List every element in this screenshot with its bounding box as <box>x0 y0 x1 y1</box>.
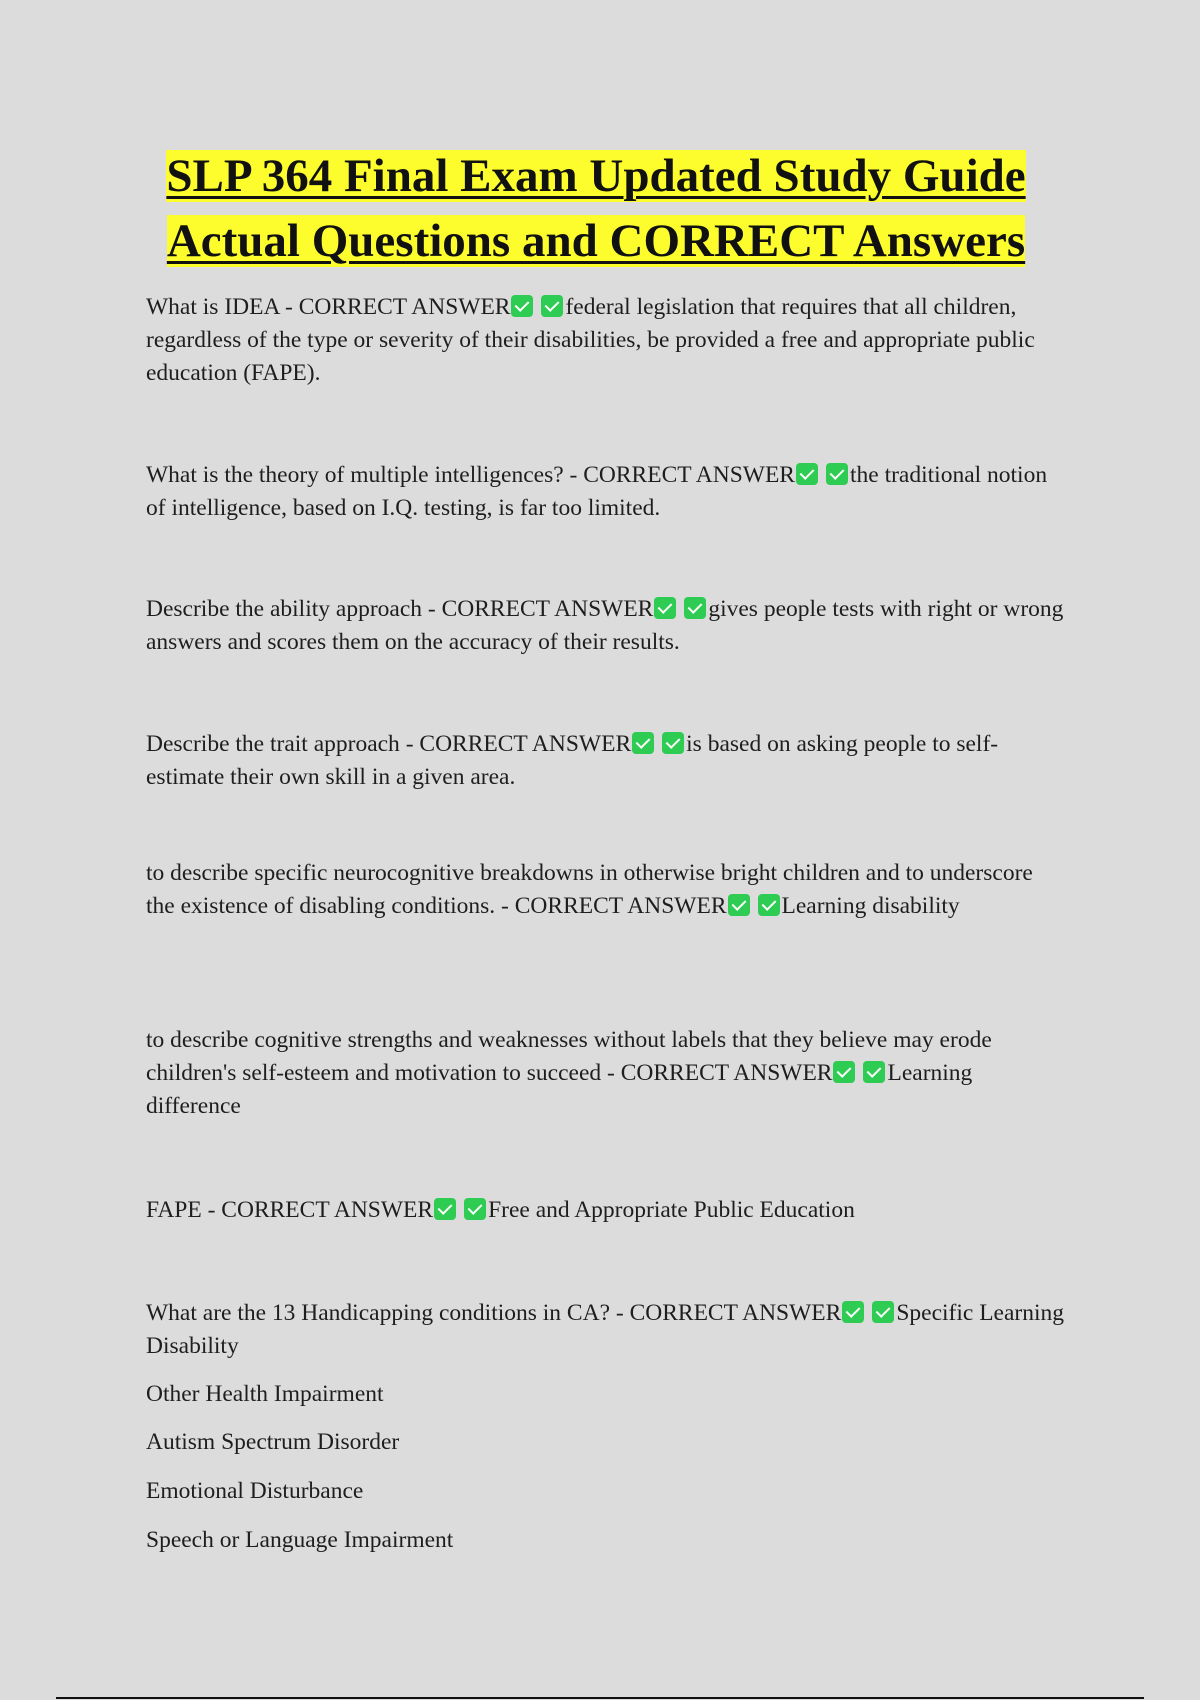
qa-entry <box>146 291 1066 390</box>
question-text: to describe specific neurocognitive breakdowns in otherwise bright children and to underscore the existence of disabling conditions. <box>146 860 1033 919</box>
check-box-icon <box>842 1301 864 1323</box>
question-text: What is the theory of multiple intelligences? <box>146 462 564 488</box>
answer-text: is based on asking people to self-estimate their own skill in a given area. <box>146 731 999 790</box>
qa-entry <box>146 1297 1066 1363</box>
correct-answer-label: - CORRECT ANSWER <box>201 1197 434 1223</box>
correct-answer-label: - CORRECT ANSWER <box>601 1060 833 1086</box>
question-text: FAPE <box>146 1197 202 1223</box>
condition-list-item: Autism Spectrum Disorder <box>146 1429 400 1455</box>
check-box-icon <box>872 1301 894 1323</box>
condition-list-item: Other Health Impairment <box>146 1381 384 1407</box>
correct-answer-label: - CORRECT ANSWER <box>610 1300 842 1326</box>
correct-answer-label: - CORRECT ANSWER <box>563 462 795 488</box>
correct-answer-label: - CORRECT ANSWER <box>399 731 632 757</box>
correct-answer-label: - CORRECT ANSWER <box>279 294 511 320</box>
answer-text: federal legislation that requires that all children, regardless of the type or severity of their disabilities, be provided a free and appropriate public education (FAPE). <box>146 294 1035 386</box>
title-line-2: Actual Questions and CORRECT Answers <box>166 215 1026 267</box>
correct-answer-label: - CORRECT ANSWER <box>495 893 727 919</box>
check-box-icon <box>728 894 750 916</box>
qa-entry <box>146 459 1066 525</box>
qa-entry <box>146 1024 1066 1123</box>
answer-text: the traditional notion of intelligence, based on I.Q. testing, is far too limited. <box>146 462 1048 521</box>
condition-list-item: Emotional Disturbance <box>146 1478 364 1504</box>
check-box-icon <box>464 1198 486 1220</box>
check-box-icon <box>662 732 684 754</box>
check-box-icon <box>863 1061 885 1083</box>
answer-text: Specific Learning Disability <box>146 1300 1065 1359</box>
footer-divider <box>56 1697 1144 1699</box>
check-box-icon <box>654 597 676 619</box>
question-text: to describe cognitive strengths and weaknesses without labels that they believe may erode children's self-esteem and motivation to succeed <box>146 1027 992 1086</box>
answer-text: Learning disability <box>781 893 960 919</box>
title-line-1: SLP 364 Final Exam Updated Study Guide <box>166 150 1026 202</box>
check-box-icon <box>758 894 780 916</box>
qa-entry <box>146 593 1066 659</box>
question-text: Describe the ability approach <box>146 596 423 622</box>
check-box-icon <box>434 1198 456 1220</box>
check-box-icon <box>833 1061 855 1083</box>
answer-text: Free and Appropriate Public Education <box>488 1197 855 1223</box>
check-box-icon <box>826 463 848 485</box>
check-box-icon <box>541 295 563 317</box>
question-text: What are the 13 Handicapping conditions in CA? <box>146 1300 610 1326</box>
qa-entry <box>146 1194 1066 1227</box>
check-box-icon <box>511 295 533 317</box>
answer-text: gives people tests with right or wrong answers and scores them on the accuracy of their results. <box>146 596 1064 655</box>
document-title <box>146 144 1046 274</box>
qa-entry <box>146 857 1066 923</box>
answer-text: Learning difference <box>146 1060 973 1119</box>
question-text: What is IDEA <box>146 294 280 320</box>
check-box-icon <box>632 732 654 754</box>
question-text: Describe the trait approach <box>146 731 400 757</box>
qa-entry <box>146 728 1066 794</box>
correct-answer-label: - CORRECT ANSWER <box>422 596 654 622</box>
condition-list-item: Speech or Language Impairment <box>146 1527 454 1553</box>
check-box-icon <box>684 597 706 619</box>
check-box-icon <box>796 463 818 485</box>
